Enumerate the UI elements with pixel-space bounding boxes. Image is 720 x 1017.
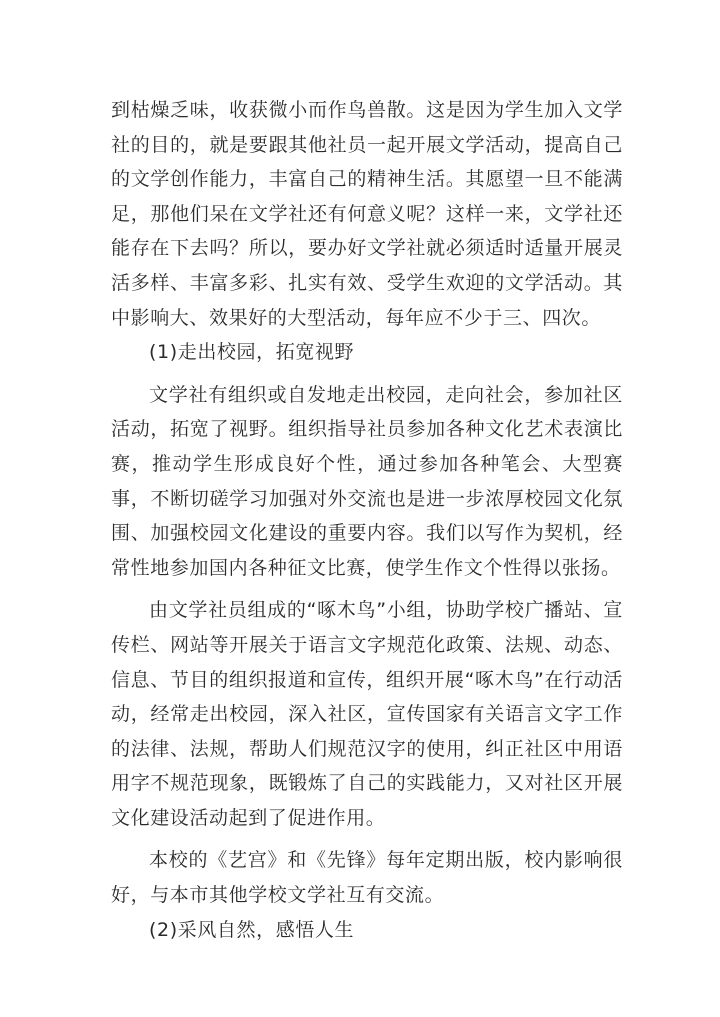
paragraph-woodpecker-group: 由文学社员组成的“啄木鸟”小组，协助学校广播站、宣传栏、网站等开展关于语言文字规范化政策、法规、动态、信息、节目的组织报道和宣传，组织开展“啄木鸟”在行动活动，经常走出校园，深入社区，宣传国家有关语言文字工作的法律、法规，帮助人们规范汉字的使用，纠正社区中用语用字不规范现象，既锻炼了自己的实践能力，又对社区开展文化建设活动起到了促进作用。 [111, 599, 623, 829]
section-heading-2: (2)采风自然，感悟人生 [149, 918, 355, 941]
section-heading-1: (1)走出校园，拓宽视野 [149, 341, 355, 364]
paragraph-continued: 到枯燥乏味，收获微小而作鸟兽散。这是因为学生加入文学社的目的，就是要跟其他社员一起开展文学活动，提高自己的文学创作能力，丰富自己的精神生活。其愿望一旦不能满足，那他们呆在文学社还有何意义呢？这样一来，文学社还能存在下去吗？所以，要办好文学社就必须适时适量开展灵活多样、丰富多彩、扎实有效、受学生欢迎的文学活动。其中影响大、效果好的大型活动，每年应不少于三、四次。 [111, 99, 623, 329]
paragraph-go-out-campus: 文学社有组织或自发地走出校园，走向社会，参加社区活动，拓宽了视野。组织指导社员参加各种文化艺术表演比赛，推动学生形成良好个性，通过参加各种笔会、大型赛事，不断切磋学习加强对外交流也是进一步浓厚校园文化氛围、加强校园文化建设的重要内容。我们以写作为契机，经常性地参加国内各种征文比赛，使学生作文个性得以张扬。 [111, 383, 623, 579]
paragraph-publications: 本校的《艺宫》和《先锋》每年定期出版，校内影响很好，与本市其他学校文学社互有交流。 [111, 849, 623, 907]
body-text [111, 93, 623, 947]
